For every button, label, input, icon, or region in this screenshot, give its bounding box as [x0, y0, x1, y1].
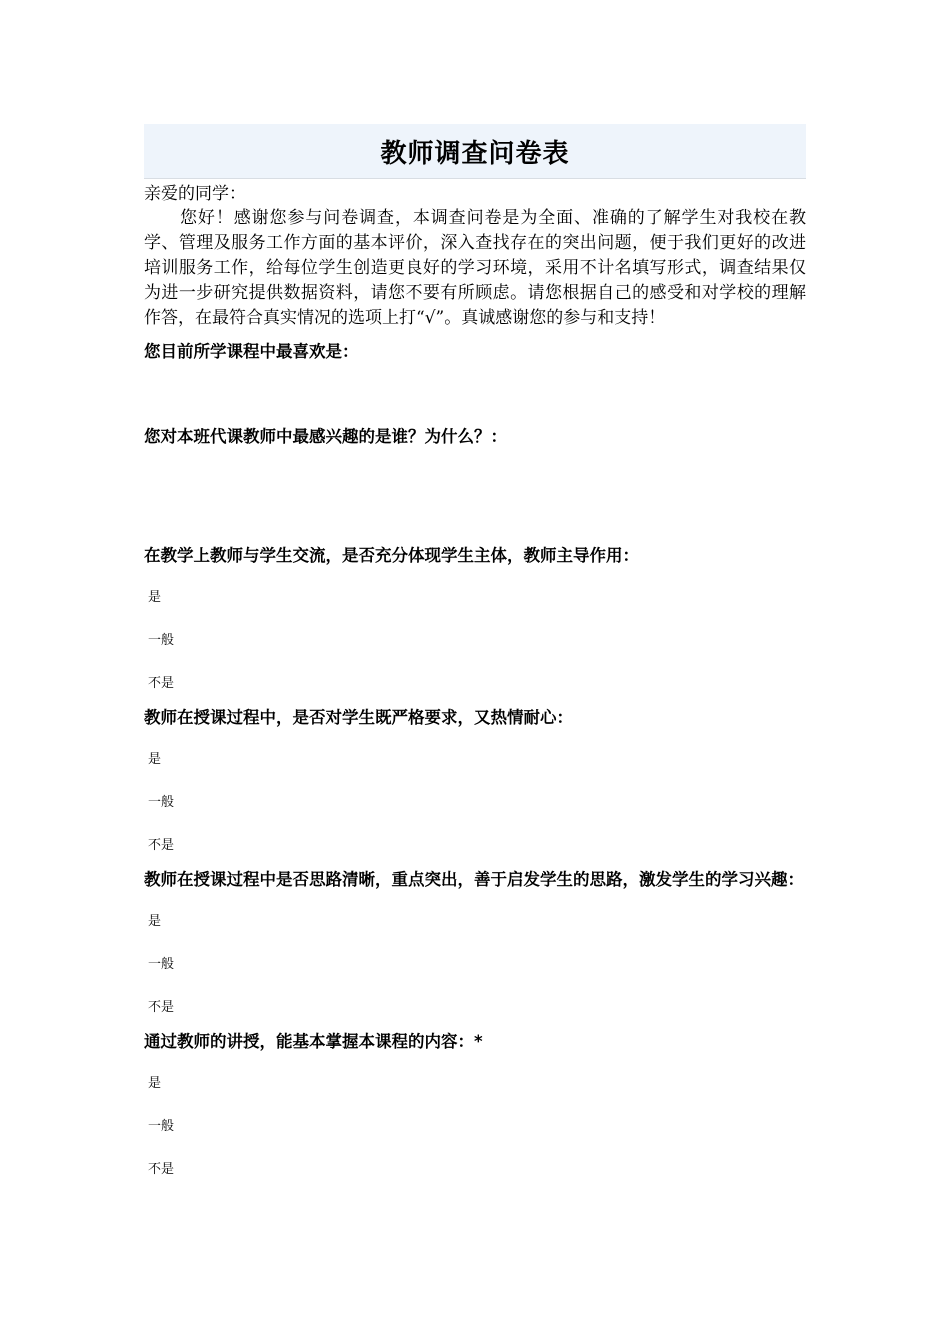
- page-title: 教师调查问卷表: [380, 138, 570, 169]
- greeting: 亲爱的同学：: [144, 184, 246, 204]
- question-3: 在教学上教师与学生交流，是否充分体现学生主体，教师主导作用：: [144, 546, 639, 565]
- question-1: 您目前所学课程中最喜欢是：: [144, 342, 359, 361]
- option-no[interactable]: 不是: [148, 999, 175, 1015]
- option-average[interactable]: 一般: [148, 632, 175, 648]
- option-yes[interactable]: 是: [148, 1075, 162, 1091]
- question-4: 教师在授课过程中，是否对学生既严格要求，又热情耐心：: [144, 708, 573, 727]
- option-no[interactable]: 不是: [148, 675, 175, 691]
- title-bar: [144, 124, 806, 179]
- intro-paragraph: 您好！感谢您参与问卷调查，本调查问卷是为全面、准确的了解学生对我校在教学、管理及服务工作方面的基本评价，深入查找存在的突出问题，便于我们更好的改进培训服务工作，给每位学生创造更良好的学习环境，采用不计名填写形式，调查结果仅为进一步研究提供数据资料，请您不要有所顾虑。请您根据自己的感受和对学校的理解作答，在最符合真实情况的选项上打“√”。真诚感谢您的参与和支持！: [144, 208, 806, 328]
- option-no[interactable]: 不是: [148, 1161, 175, 1177]
- option-average[interactable]: 一般: [148, 956, 175, 972]
- option-yes[interactable]: 是: [148, 751, 162, 767]
- option-average[interactable]: 一般: [148, 794, 175, 810]
- questionnaire-page: [144, 124, 806, 1191]
- option-yes[interactable]: 是: [148, 913, 162, 929]
- option-yes[interactable]: 是: [148, 589, 162, 605]
- answer-space-2[interactable]: [144, 449, 806, 543]
- question-6: 通过教师的讲授，能基本掌握本课程的内容：*: [144, 1032, 483, 1051]
- option-no[interactable]: 不是: [148, 837, 175, 853]
- option-average[interactable]: 一般: [148, 1118, 175, 1134]
- answer-space-1[interactable]: [144, 364, 806, 412]
- question-2: 您对本班代课教师中最感兴趣的是谁？为什么？：: [144, 427, 507, 446]
- question-5: 教师在授课过程中是否思路清晰，重点突出，善于启发学生的思路，激发学生的学习兴趣：: [144, 870, 804, 889]
